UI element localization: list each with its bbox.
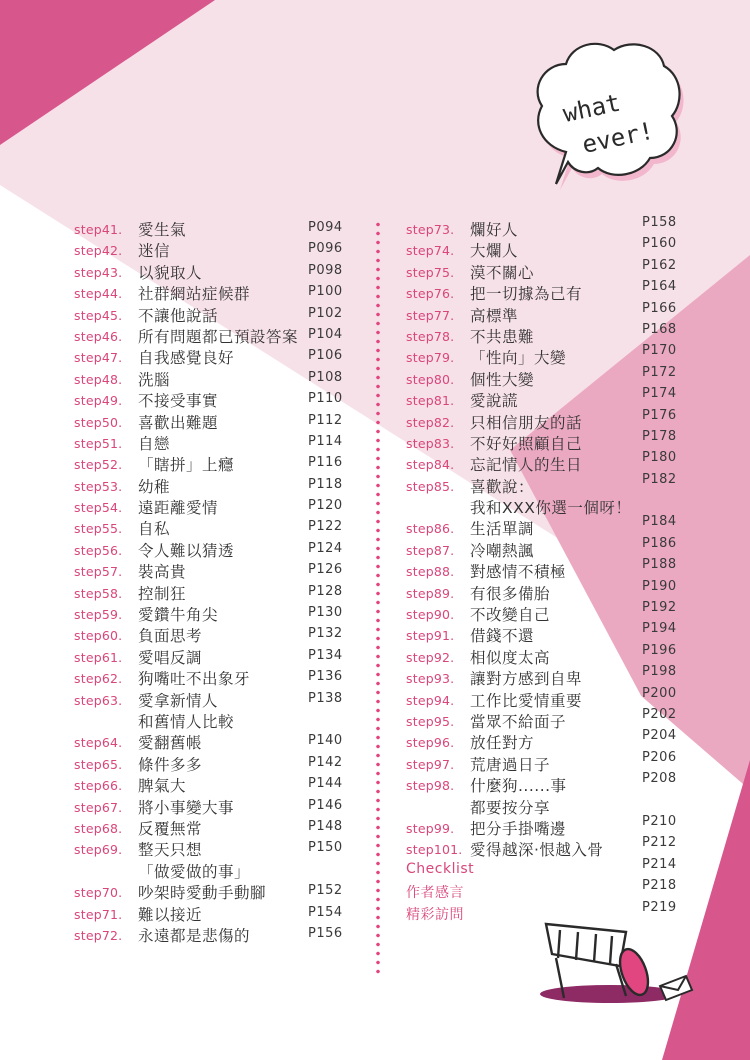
whatever-speech-bubble (522, 34, 688, 196)
toc-step-number: step83. (406, 435, 455, 451)
toc-entry[interactable] (74, 325, 354, 346)
toc-entry[interactable] (406, 899, 686, 924)
toc-entry-title: 吵架時愛動手動腳 (138, 884, 267, 903)
toc-entry-title: 和舊情人比較 (138, 712, 235, 731)
toc-page-number: P114 (308, 433, 343, 449)
toc-page-number: P182 (642, 471, 677, 487)
toc-entry-title: 什麼狗......事 (470, 777, 567, 796)
toc-step-number: step90. (406, 607, 455, 623)
toc-page-number: P126 (308, 562, 343, 578)
toc-entry-title: 大爛人 (470, 242, 519, 261)
toc-step-number: step56. (74, 542, 123, 558)
toc-entry-title: 愛唱反調 (138, 648, 203, 667)
toc-step-number: step68. (74, 820, 123, 836)
toc-step-number: step94. (406, 692, 455, 708)
toc-entry-title: 不好好照顧自己 (470, 434, 583, 453)
toc-entry-title: 將小事變大事 (138, 798, 235, 817)
toc-step-number: step44. (74, 286, 123, 302)
toc-entry-title: 生活單調 (470, 520, 535, 539)
toc-entry-title: 忘記情人的生日 (470, 456, 583, 475)
toc-page-number: P142 (308, 754, 343, 770)
toc-page-number: P208 (642, 771, 677, 787)
toc-page-number: P154 (308, 904, 343, 920)
toc-step-number: step63. (74, 692, 123, 708)
toc-entry-title: 冷嘲熱諷 (470, 541, 535, 560)
toc-entry-title: 放任對方 (470, 734, 535, 753)
toc-entry-title: 高標準 (470, 306, 519, 325)
toc-page-number: P202 (642, 706, 677, 722)
toc-page-number: P180 (642, 450, 677, 466)
toc-entry[interactable] (74, 838, 354, 859)
toc-entry[interactable] (74, 368, 354, 389)
toc-entry-title: 不共患難 (470, 327, 535, 346)
fallen-chair-illustration (530, 914, 730, 1014)
toc-page-number: P194 (642, 621, 677, 637)
toc-entry-title: 洗腦 (138, 370, 171, 389)
toc-step-number: step79. (406, 350, 455, 366)
toc-page-number: P178 (642, 428, 677, 444)
toc-page-number: P210 (642, 813, 677, 829)
toc-entry[interactable] (74, 218, 354, 239)
toc-entry[interactable] (74, 453, 354, 474)
toc-entry-title: 只相信朋友的話 (470, 413, 583, 432)
toc-entry[interactable] (74, 582, 354, 603)
toc-page-number: P104 (308, 326, 343, 342)
toc-entry-title: 負面思考 (138, 627, 203, 646)
toc-step-number: step48. (74, 371, 123, 387)
toc-entry[interactable] (74, 881, 354, 902)
toc-page-number: P094 (308, 220, 343, 235)
toc-entry-title: 爛好人 (470, 221, 519, 239)
toc-entry[interactable] (74, 517, 354, 538)
toc-entry-title: 迷信 (138, 242, 171, 261)
toc-page-number: P150 (308, 840, 343, 856)
toc-page-number: P204 (642, 728, 677, 744)
toc-entry-title: 我和XXX你選一個呀！ (470, 499, 632, 518)
toc-entry-title: 不接受事實 (138, 392, 219, 411)
toc-step-number: step67. (74, 799, 123, 815)
toc-page-number: P130 (308, 605, 343, 621)
toc-entry[interactable] (74, 731, 354, 752)
toc-entry[interactable] (74, 624, 354, 645)
toc-page-number: P148 (308, 818, 343, 834)
toc-entry-title: 喜歡說： (470, 477, 535, 496)
toc-entry-title: 愛拿新情人 (138, 691, 219, 710)
toc-page-number: P212 (642, 835, 677, 851)
toc-entry-title: 借錢不還 (470, 627, 535, 646)
toc-step-number: step77. (406, 307, 455, 323)
toc-page-number: P158 (642, 215, 677, 230)
toc-entry[interactable] (74, 389, 354, 410)
toc-step-number: step46. (74, 328, 123, 344)
toc-page-number: P102 (308, 305, 343, 321)
toc-step-number: step42. (74, 243, 123, 259)
toc-entry-title: 難以接近 (138, 905, 203, 924)
toc-step-number: step61. (74, 649, 123, 665)
toc-step-number: step47. (74, 350, 123, 366)
toc-entry-title: 「做愛做的事」 (138, 862, 251, 881)
toc-entry-title: 幼稚 (138, 477, 171, 496)
toc-entry-title: 不改變自己 (470, 606, 551, 625)
toc-step-number: step51. (74, 435, 123, 451)
toc-page-number: P160 (642, 236, 677, 252)
toc-entry-title: 工作比愛情重要 (470, 691, 583, 710)
toc-step-number: step85. (406, 478, 455, 494)
toc-entry[interactable] (74, 496, 354, 517)
bubble-line-ever: ever! (579, 116, 657, 159)
toc-page-number: P120 (308, 498, 343, 514)
toc-entry[interactable] (74, 903, 354, 924)
toc-page-number: P214 (642, 856, 677, 872)
toc-page-number: P110 (308, 391, 343, 407)
toc-page-number: P140 (308, 733, 343, 749)
toc-entry[interactable] (74, 860, 354, 881)
toc-right-column (406, 215, 686, 924)
toc-step-number: step41. (74, 222, 123, 237)
toc-entry-title: 自私 (138, 520, 171, 539)
toc-entry[interactable] (74, 539, 354, 560)
toc-page-number: P100 (308, 284, 343, 300)
toc-step-number: step50. (74, 414, 123, 430)
toc-entry-title: 荒唐過日子 (470, 755, 551, 774)
column-divider (376, 220, 380, 976)
toc-step-number: step65. (74, 756, 123, 772)
toc-step-number: step66. (74, 778, 123, 794)
toc-entry-title: 以貌取人 (138, 263, 203, 282)
toc-entry-title: 控制狂 (138, 584, 187, 603)
toc-entry-title: 愛鑽牛角尖 (138, 606, 219, 625)
toc-step-number: step95. (406, 713, 455, 729)
toc-entry[interactable] (74, 753, 354, 774)
toc-step-number: step91. (406, 628, 455, 644)
toc-entry[interactable] (74, 924, 354, 945)
toc-entry-title: 自我感覺良好 (138, 349, 235, 368)
toc-entry-title: 相似度太高 (470, 648, 551, 667)
toc-page-number: P098 (308, 262, 343, 278)
toc-entry-title: 整天只想 (138, 841, 203, 860)
toc-entry-title: 愛得越深‧恨越入骨 (470, 841, 604, 860)
toc-page-number: P164 (642, 279, 677, 295)
toc-entry[interactable] (406, 471, 686, 496)
toc-entry[interactable] (74, 411, 354, 432)
toc-page-number: P146 (308, 797, 343, 813)
toc-entry[interactable] (74, 646, 354, 667)
toc-page-number: P198 (642, 664, 677, 680)
toc-step-number: step86. (406, 521, 455, 537)
toc-page-number: P170 (642, 343, 677, 359)
toc-step-number: step55. (74, 521, 123, 537)
toc-entry[interactable] (74, 667, 354, 688)
toc-step-number: step76. (406, 286, 455, 302)
toc-entry-title: 讓對方感到自卑 (470, 670, 583, 689)
toc-entry[interactable] (74, 817, 354, 838)
toc-entry[interactable] (74, 261, 354, 282)
toc-step-number: step70. (74, 885, 123, 901)
toc-step-number: step62. (74, 671, 123, 687)
toc-step-number: step78. (406, 328, 455, 344)
toc-entry-title: 有很多備胎 (470, 584, 551, 603)
toc-entry-title: 遠距離愛情 (138, 499, 219, 518)
toc-section-label: 作者感言 (406, 885, 464, 902)
toc-step-number: step93. (406, 671, 455, 687)
toc-page-number: P096 (308, 241, 343, 257)
toc-step-number: step101. (406, 842, 463, 858)
toc-step-number: step92. (406, 649, 455, 665)
toc-step-number: step97. (406, 756, 455, 772)
toc-page-number: P118 (308, 476, 343, 492)
toc-step-number: step59. (74, 607, 123, 623)
toc-step-number: step82. (406, 414, 455, 430)
toc-entry[interactable] (74, 304, 354, 325)
toc-step-number: step45. (74, 307, 123, 323)
toc-page-number: P128 (308, 583, 343, 599)
toc-page-number: P174 (642, 386, 677, 402)
toc-entry-title: 把一切據為己有 (470, 285, 583, 304)
toc-entry-title: 裝高貴 (138, 563, 187, 582)
toc-page-number: P166 (642, 300, 677, 316)
toc-entry-title: 反覆無常 (138, 819, 203, 838)
toc-entry-title: 喜歡出難題 (138, 413, 219, 432)
toc-page-number: P200 (642, 685, 677, 701)
toc-entry-title: 愛翻舊帳 (138, 734, 203, 753)
toc-page-number: P186 (642, 535, 677, 551)
toc-step-number: step72. (74, 927, 123, 943)
toc-page-number: P156 (308, 925, 343, 941)
toc-entry-title: 社群網站症候群 (138, 285, 251, 304)
toc-page-number: P132 (308, 626, 343, 642)
toc-entry-title: 把分手掛嘴邊 (470, 819, 567, 838)
toc-page-number: P106 (308, 348, 343, 364)
toc-entry-title: 對感情不積極 (470, 563, 567, 582)
toc-page-number: P144 (308, 776, 343, 792)
toc-step-number: step57. (74, 564, 123, 580)
toc-entry-title: 脾氣大 (138, 777, 187, 796)
toc-entry[interactable] (74, 282, 354, 303)
toc-left-column (74, 218, 354, 945)
toc-step-number: step81. (406, 393, 455, 409)
toc-entry-title: 不讓他說話 (138, 306, 219, 325)
toc-entry-title: 令人難以猜透 (138, 541, 235, 560)
toc-page-number: P112 (308, 412, 343, 428)
toc-step-number: step74. (406, 243, 455, 259)
toc-entry[interactable] (74, 560, 354, 581)
toc-page-number: P206 (642, 749, 677, 765)
toc-entry-title: 狗嘴吐不出象牙 (138, 670, 251, 689)
toc-entry-title: 愛說謊 (470, 392, 519, 411)
toc-entry-title: 都要按分享 (470, 798, 551, 817)
toc-step-number: step88. (406, 564, 455, 580)
toc-entry-title: 「性向」大變 (470, 349, 567, 368)
toc-page-number: P184 (642, 514, 677, 530)
toc-step-number: step75. (406, 264, 455, 280)
toc-entry-title: 當眾不給面子 (470, 712, 567, 731)
toc-page-number: P176 (642, 407, 677, 423)
toc-step-number: step89. (406, 585, 455, 601)
toc-entry[interactable] (74, 432, 354, 453)
toc-entry-title: 個性大變 (470, 370, 535, 389)
toc-step-number: step49. (74, 393, 123, 409)
toc-entry-title: 自戀 (138, 434, 171, 453)
toc-entry-title: 愛生氣 (138, 221, 187, 239)
toc-entry[interactable] (74, 774, 354, 795)
toc-step-number: step69. (74, 842, 123, 858)
toc-entry[interactable] (74, 710, 354, 731)
toc-page-number: P188 (642, 557, 677, 573)
toc-entry[interactable] (74, 346, 354, 367)
toc-page-number: P190 (642, 578, 677, 594)
toc-step-number: step99. (406, 820, 455, 836)
toc-page-number: P134 (308, 647, 343, 663)
toc-page-number: P218 (642, 878, 677, 894)
toc-page-number: P116 (308, 455, 343, 471)
toc-page-number: P196 (642, 642, 677, 658)
toc-entry[interactable] (74, 475, 354, 496)
toc-page-number: P219 (642, 899, 677, 915)
toc-step-number: step58. (74, 585, 123, 601)
toc-page-number: P162 (642, 257, 677, 273)
toc-step-number: step84. (406, 457, 455, 473)
toc-step-number: step80. (406, 371, 455, 387)
toc-page-number: P138 (308, 690, 343, 706)
toc-entry-title: 永遠都是悲傷的 (138, 926, 251, 945)
toc-step-number: step87. (406, 542, 455, 558)
toc-entry[interactable] (74, 796, 354, 817)
toc-step-number: step98. (406, 778, 455, 794)
toc-page-number: P152 (308, 883, 343, 899)
toc-step-number: step71. (74, 906, 123, 922)
toc-page-number: P108 (308, 369, 343, 385)
envelope-icon (660, 976, 692, 1000)
toc-page-number: P136 (308, 669, 343, 685)
toc-entry[interactable] (74, 689, 354, 710)
toc-section-label: 精彩訪問 (406, 906, 464, 923)
bubble-line-what: what (560, 88, 623, 128)
toc-step-number: step96. (406, 735, 455, 751)
toc-step-number: step54. (74, 500, 123, 516)
toc-page-number: P122 (308, 519, 343, 535)
toc-step-number: step52. (74, 457, 123, 473)
toc-step-number: step73. (406, 222, 455, 237)
toc-page-number: P168 (642, 321, 677, 337)
toc-step-number: step43. (74, 264, 123, 280)
toc-entry[interactable] (74, 603, 354, 624)
toc-entry-title: 漠不關心 (470, 263, 535, 282)
toc-entry-title: 條件多多 (138, 755, 203, 774)
toc-step-number: step60. (74, 628, 123, 644)
toc-page-number: P124 (308, 540, 343, 556)
toc-entry[interactable] (406, 771, 686, 796)
toc-step-number: step53. (74, 478, 123, 494)
toc-page-number: P172 (642, 364, 677, 380)
toc-section-label: Checklist (406, 860, 475, 877)
toc-step-number: step64. (74, 735, 123, 751)
toc-page-number: P192 (642, 600, 677, 616)
toc-entry-title: 所有問題都已預設答案 (138, 327, 299, 346)
toc-entry-title: 「瞎拼」上癮 (138, 456, 235, 475)
toc-entry[interactable] (74, 239, 354, 260)
